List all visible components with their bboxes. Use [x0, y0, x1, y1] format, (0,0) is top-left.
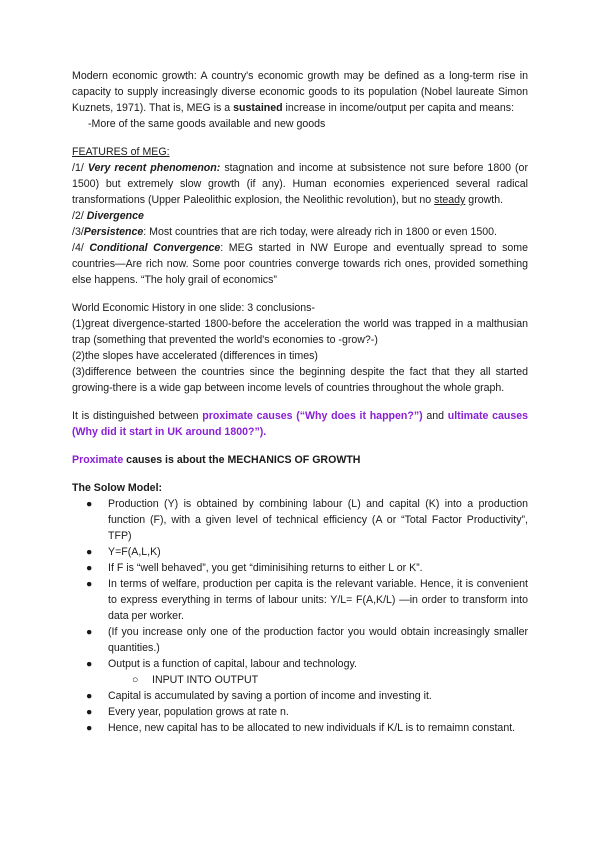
- feature-2: [72, 208, 528, 224]
- list-item: [72, 624, 528, 656]
- feature-4-number: /4/: [72, 242, 90, 254]
- list-item: [72, 704, 528, 720]
- ultimate-causes-term: ultimate causes (Why did it start in UK around 1800?”).: [72, 410, 529, 438]
- feature-3: [72, 224, 528, 240]
- bullet-icon: ●: [86, 722, 93, 734]
- bullet-icon: ●: [86, 706, 93, 718]
- feature-1-title: Very recent phenomenon:: [87, 162, 221, 174]
- intro-indent-line: -More of the same goods available and new goods: [88, 118, 326, 130]
- features-heading: FEATURES of MEG:: [72, 146, 170, 158]
- proximate-causes-term: proximate causes (“Why does it happen?”): [202, 410, 423, 422]
- proximate-mechanics-line: [72, 452, 528, 468]
- history-conclusion-1: (1)great divergence-started 1800-before the acceleration the world was trapped in a malthusian trap (something that prevented the world's economies to -grow?-): [72, 318, 528, 346]
- list-item: [72, 656, 528, 672]
- intro-paragraph: [72, 68, 528, 116]
- list-item-text: (If you increase only one of the production factor you would obtain increasingly smaller quantities.): [108, 626, 528, 654]
- feature-4-text: : MEG started in NW Europe and eventually spread to some countries—Are rich now. Some poor countries converge towards rich ones, provided something else happens. “The holy grail of economics”: [72, 242, 528, 286]
- proximate-word: Proximate: [72, 454, 124, 466]
- sub-list-item-text: INPUT INTO OUTPUT: [152, 674, 259, 686]
- list-item-text: Hence, new capital has to be allocated to new individuals if K/L is to remaimn constant.: [108, 722, 516, 734]
- list-item: [72, 544, 528, 560]
- intro-bold-word: sustained: [233, 102, 283, 114]
- list-item: [72, 576, 528, 624]
- history-title: World Economic History in one slide: 3 conclusions-: [72, 302, 315, 314]
- feature-2-title: Divergence: [86, 210, 144, 222]
- feature-3-number: /3/: [72, 226, 84, 238]
- feature-3-text: : Most countries that are rich today, were already rich in 1800 or even 1500.: [143, 226, 497, 238]
- feature-1-number: /1/: [72, 162, 88, 174]
- mechanics-of-growth-text: causes is about the MECHANICS OF GROWTH: [123, 454, 361, 466]
- bullet-icon: ●: [86, 690, 93, 702]
- feature-1-underlined-word: steady: [434, 194, 466, 206]
- intro-text-end: increase in income/output per capita and means:: [282, 102, 515, 114]
- list-item-text: Output is a function of capital, labour and technology.: [108, 658, 357, 670]
- list-item-text: In terms of welfare, production per capita is the relevant variable. Hence, it is convenient to express everything in terms of labour units: Y/L= F(A,K/L) —in order to transform into data per worker.: [108, 578, 528, 622]
- list-item: [72, 560, 528, 576]
- bullet-icon: ●: [86, 578, 93, 590]
- bullet-icon: ●: [86, 658, 93, 670]
- solow-heading-text: The Solow Model:: [72, 482, 163, 494]
- list-item: [72, 688, 528, 704]
- document-page: [72, 68, 528, 736]
- feature-2-number: /2/: [72, 210, 87, 222]
- list-item: [72, 720, 528, 736]
- history-conclusion-3: (3)difference between the countries since the beginning despite the fact that they all started growing-there is a wide gap between income levels of countries throughout the whole graph.: [72, 366, 528, 394]
- list-item-text: Y=F(A,L,K): [108, 546, 161, 558]
- feature-4: [72, 240, 528, 288]
- list-item-text: Every year, population grows at rate n.: [108, 706, 289, 718]
- feature-1: [72, 160, 528, 208]
- list-item-text: If F is “well behaved”, you get “diminisihing returns to either L or K”.: [108, 562, 423, 574]
- bullet-icon: ●: [86, 562, 93, 574]
- history-conclusion-2: (2)the slopes have accelerated (differences in times): [72, 350, 318, 362]
- solow-bullet-list: [72, 496, 528, 736]
- intro-text: Modern economic growth: A country's economic growth may be defined as a long-term rise in capacity to supply increasingly diverse economic goods to its population (Nobel laureate Simon Kuznets, 1971). That is, MEG is a: [72, 70, 528, 114]
- feature-1-end: growth.: [465, 194, 504, 206]
- feature-1-text: stagnation and income at subsistence not sure before 1800 (or 1500) but extremely slow growth (if any). Human economies experienced several radical transformations (Upper Paleolithic explosion, the Neolithic revolution), but no: [72, 162, 528, 206]
- bullet-icon: ●: [86, 626, 93, 638]
- list-item-text: Capital is accumulated by saving a portion of income and investing it.: [108, 690, 432, 702]
- sub-list-item: [72, 672, 528, 688]
- solow-heading: [72, 480, 528, 496]
- feature-3-title: Persistence: [83, 226, 144, 238]
- bullet-icon: ●: [86, 546, 93, 558]
- bullet-icon: ●: [86, 498, 93, 510]
- causes-paragraph: [72, 408, 528, 440]
- feature-4-title: Conditional Convergence: [89, 242, 221, 254]
- list-item-text: Production (Y) is obtained by combining labour (L) and capital (K) into a production function (F), with a given level of technical efficiency (A or “Total Factor Productivity”, TFP): [108, 498, 528, 542]
- list-item: [72, 496, 528, 544]
- hollow-bullet-icon: ○: [132, 674, 139, 686]
- causes-intro: It is distinguished between: [72, 410, 203, 422]
- causes-and: and: [422, 410, 448, 422]
